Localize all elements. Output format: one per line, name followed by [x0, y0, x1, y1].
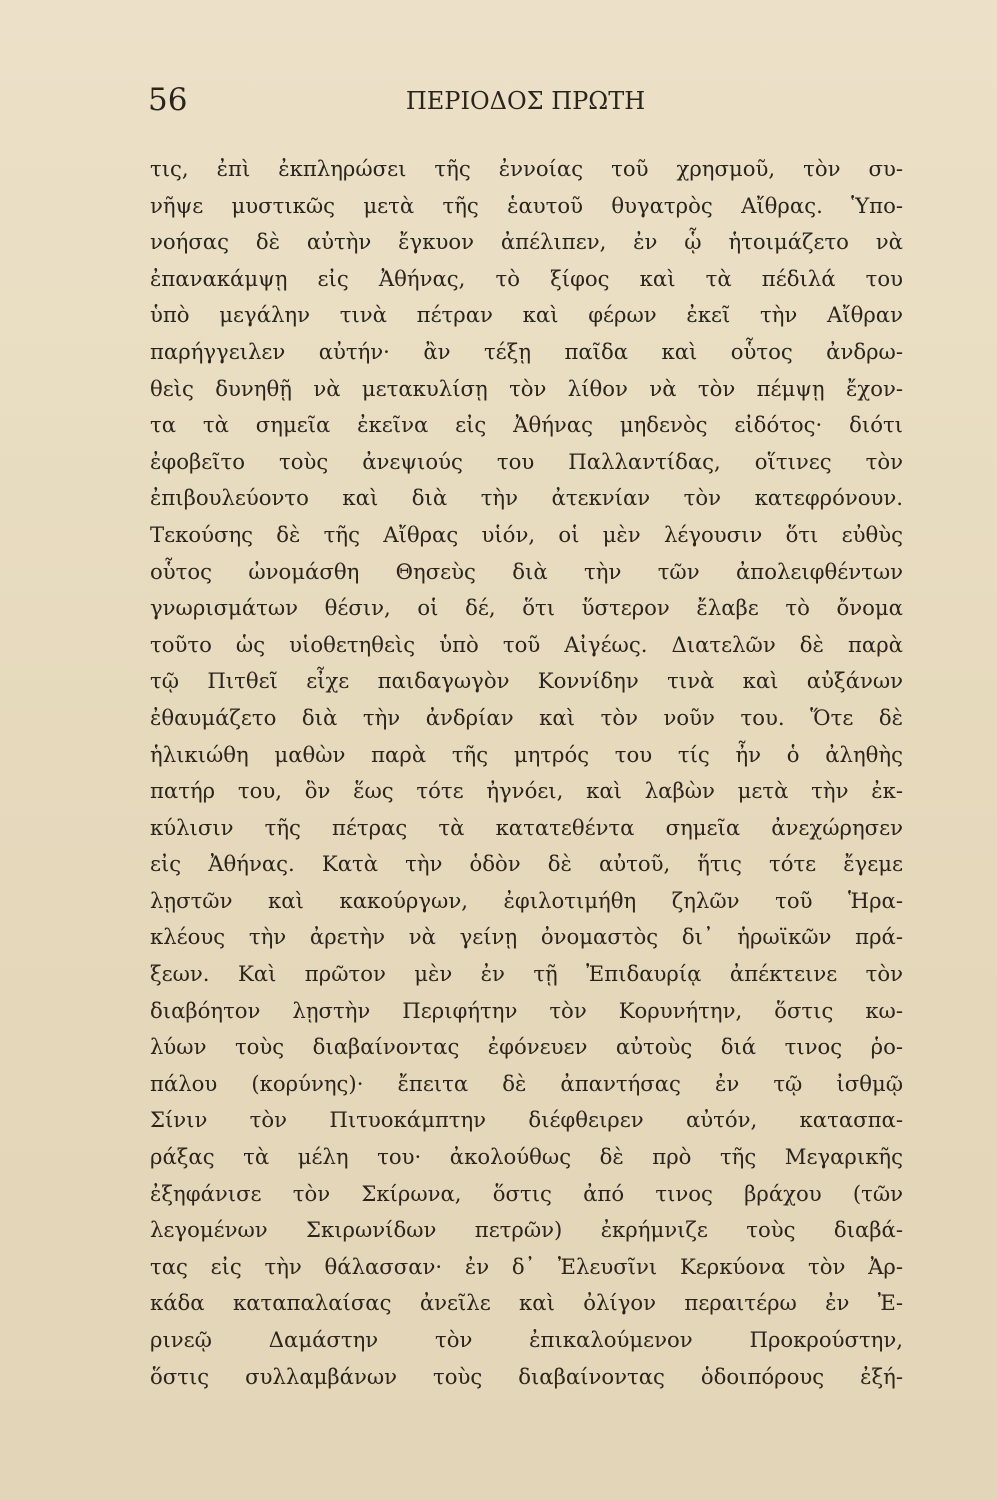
text-line: πάλου (κορύνης)· ἔπειτα δὲ ἀπαντήσας ἐν τῷ ἰσθμῷ — [150, 1070, 903, 1096]
text-line: ἐπανακάμψῃ εἰς Ἀθήνας, τὸ ξίφος καὶ τὰ πέδιλά του — [150, 265, 903, 291]
text-line: τα τὰ σημεῖα ἐκεῖνα εἰς Ἀθήνας μηδενὸς εἰδότος· διότι — [150, 412, 903, 438]
text-line: ἐξηφάνισε τὸν Σκίρωνα, ὅστις ἀπό τινος βράχου (τῶν — [150, 1180, 903, 1206]
text-line: λύων τοὺς διαβαίνοντας ἐφόνευεν αὐτοὺς διά τινος ῥο- — [150, 1034, 903, 1060]
text-line: ἐθαυμάζετο διὰ τὴν ἀνδρίαν καὶ τὸν νοῦν του. Ὅτε δὲ — [150, 704, 903, 730]
text-line: λεγομένων Σκιρωνίδων πετρῶν) ἐκρήμνιζε τοὺς διαβά- — [150, 1217, 903, 1243]
text-line: θεὶς δυνηθῇ νὰ μετακυλίσῃ τὸν λίθον νὰ τὸν πέμψῃ ἔχον- — [150, 375, 903, 401]
text-line: λῃστῶν καὶ κακούργων, ἐφιλοτιμήθη ζηλῶν τοῦ Ἡρα- — [150, 887, 903, 913]
text-line: ρινεῷ Δαμάστην τὸν ἐπικαλούμενον Προκρούστην, — [150, 1327, 903, 1352]
text-line: διαβόητον λῃστὴν Περιφήτην τὸν Κορυνήτην, ὅστις κω- — [150, 997, 903, 1023]
text-line: Τεκούσης δὲ τῆς Αἴθρας υἱόν, οἱ μὲν λέγουσιν ὅτι εὐθὺς — [150, 521, 903, 547]
text-line: κάδα καταπαλαίσας ἀνεῖλε καὶ ὀλίγον περαιτέρω ἐν Ἐ- — [150, 1290, 903, 1316]
page-number: 56 — [148, 82, 188, 118]
text-line: ὑπὸ μεγάλην τινὰ πέτραν καὶ φέρων ἐκεῖ τὴν Αἴθραν — [150, 302, 903, 328]
text-line: οὗτος ὠνομάσθη Θησεὺς διὰ τὴν τῶν ἀπολειφθέντων — [150, 558, 903, 584]
text-line: ἐφοβεῖτο τοὺς ἀνεψιούς του Παλλαντίδας, οἵτινες τὸν — [150, 448, 903, 474]
text-line: τοῦτο ὡς υἱοθετηθεὶς ὑπὸ τοῦ Αἰγέως. Διατελῶν δὲ παρὰ — [150, 631, 903, 657]
text-line: Σίνιν τὸν Πιτυοκάμπτην διέφθειρεν αὐτόν, κατασπα- — [150, 1107, 903, 1133]
text-line: ἡλικιώθη μαθὼν παρὰ τῆς μητρός του τίς ἦν ὁ ἀληθὴς — [150, 741, 903, 767]
text-line: τῷ Πιτθεῖ εἶχε παιδαγωγὸν Κοννίδην τινὰ καὶ αὐξάνων — [150, 668, 903, 694]
text-line: νοήσας δὲ αὐτὴν ἔγκυον ἀπέλιπεν, ἐν ᾧ ἡτοιμάζετο νὰ — [150, 229, 903, 255]
text-line: κλέους τὴν ἀρετὴν νὰ γείνῃ ὀνομαστὸς δι᾽ ἡρωϊκῶν πρά- — [150, 924, 903, 950]
running-title: ΠΕΡΙΟΔΟΣ ΠΡΩΤΗ — [405, 87, 646, 115]
text-line: τας εἰς τὴν θάλασσαν· ἐν δ᾽ Ἐλευσῖνι Κερκύονα τὸν Ἀρ- — [150, 1253, 903, 1279]
text-line: τις, ἐπὶ ἐκπληρώσει τῆς ἐννοίας τοῦ χρησμοῦ, τὸν συ- — [150, 156, 903, 181]
text-line: ράξας τὰ μέλη του· ἀκολούθως δὲ πρὸ τῆς Μεγαρικῆς — [150, 1144, 903, 1170]
page-header — [148, 82, 903, 135]
body-text — [150, 151, 903, 1395]
text-line: εἰς Ἀθήνας. Κατὰ τὴν ὁδὸν δὲ αὐτοῦ, ἥτις τότε ἔγεμε — [150, 851, 903, 877]
text-line: γνωρισμάτων θέσιν, οἱ δέ, ὅτι ὕστερον ἔλαβε τὸ ὄνομα — [150, 595, 903, 621]
text-line: νῆψε μυστικῶς μετὰ τῆς ἑαυτοῦ θυγατρὸς Αἴθρας. Ὑπο- — [150, 192, 903, 218]
text-line: παρήγγειλεν αὐτήν· ἂν τέξῃ παῖδα καὶ οὗτος ἀνδρω- — [150, 338, 903, 364]
text-line: ἐπιβουλεύοντο καὶ διὰ τὴν ἀτεκνίαν τὸν κατεφρόνουν. — [150, 485, 903, 511]
text-line: κύλισιν τῆς πέτρας τὰ κατατεθέντα σημεῖα ἀνεχώρησεν — [150, 814, 903, 840]
text-line: πατήρ του, ὃν ἕως τότε ἠγνόει, καὶ λαβὼν μετὰ τὴν ἐκ- — [150, 778, 903, 804]
text-line: ὅστις συλλαμβάνων τοὺς διαβαίνοντας ὁδοιπόρους ἐξή- — [150, 1363, 903, 1389]
text-line: ξεων. Καὶ πρῶτον μὲν ἐν τῇ Ἐπιδαυρίᾳ ἀπέκτεινε τὸν — [150, 961, 903, 987]
